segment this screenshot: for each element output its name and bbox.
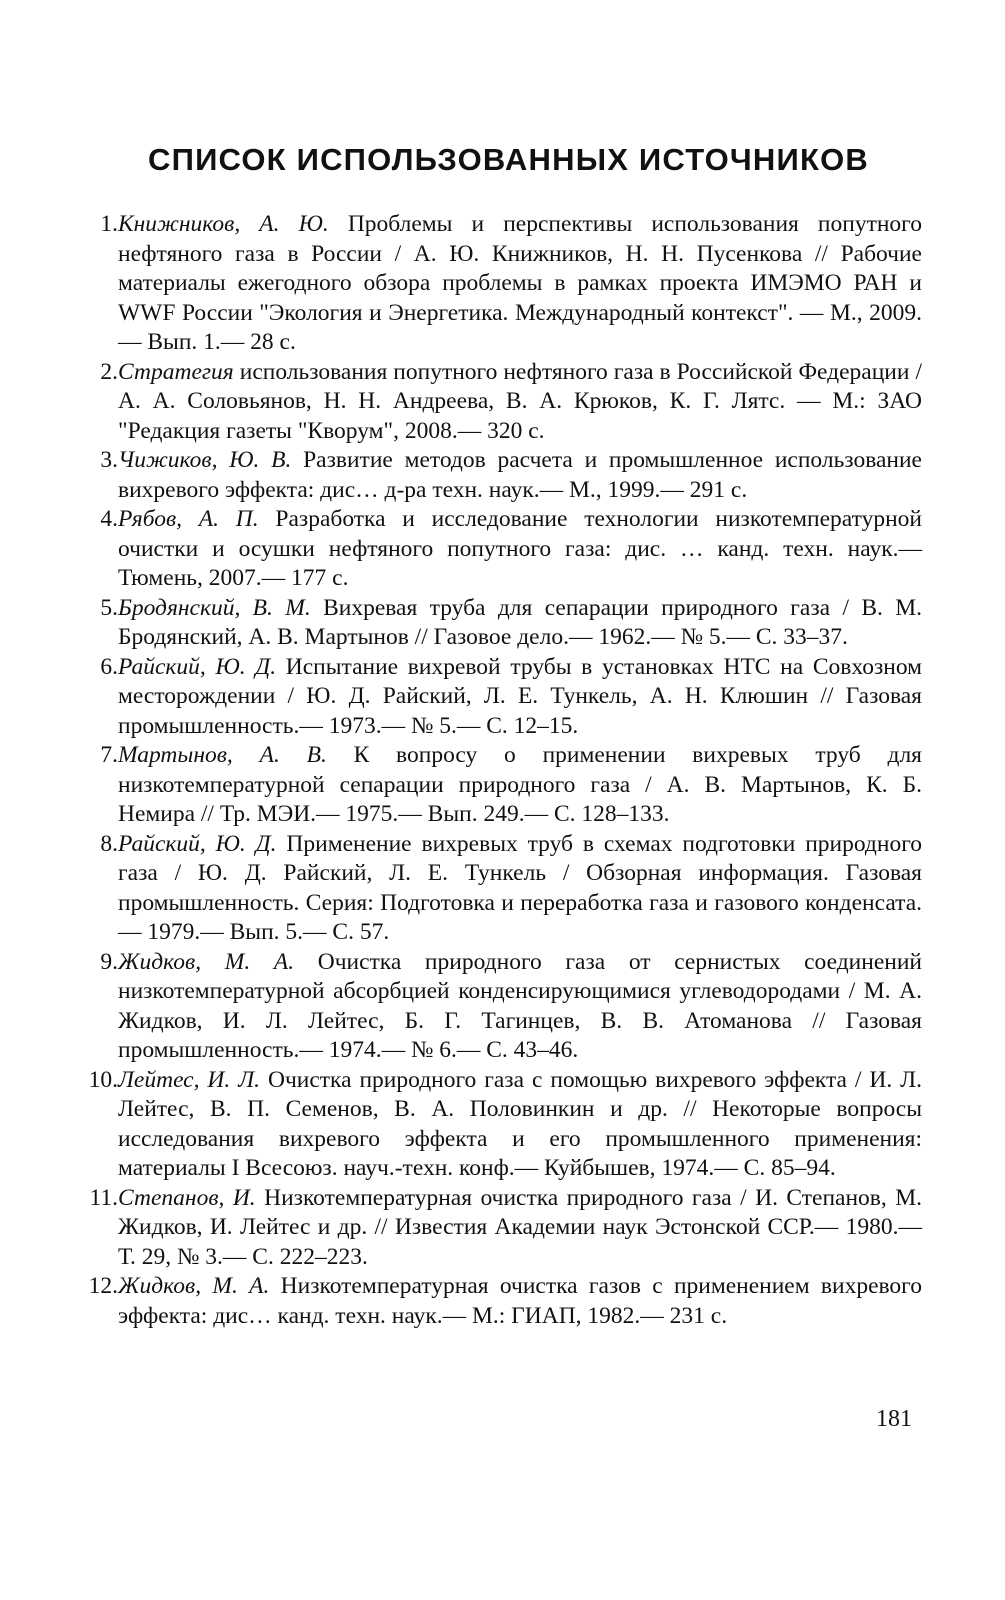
reference-item — [62, 358, 922, 447]
reference-author: Книжников, А. Ю. — [118, 211, 329, 237]
reference-item — [62, 653, 922, 742]
reference-text — [118, 1272, 922, 1331]
reference-number: 7. — [100, 742, 118, 768]
reference-description: Вихревая труба для сепарации природного газа / В. М. Бродянский, А. В. Мартынов // Газовое дело.— 1962.— № 5.— С. 33–37. — [118, 594, 923, 650]
reference-text — [118, 1184, 922, 1273]
reference-number: 5. — [100, 594, 118, 621]
reference-item — [62, 830, 922, 948]
reference-item — [62, 1272, 922, 1331]
page-number: 181 — [876, 1406, 912, 1432]
reference-number: 8. — [100, 830, 118, 857]
reference-description: Испытание вихревой трубы в установках НТС на Совхозном месторождении / Ю. Д. Райский, Л. Е. Тункель, А. Н. Клюшин // Газовая промышленность.— 1973.— № 5.— С. 12–15. — [118, 653, 922, 739]
reference-description: Низкотемпературная очистка природного газа / И. Степанов, М. Жидков, И. Лейтес и др. // Известия Академии наук Эстонской ССР.— 1980.— Т. 29, № 3.— С. 222–223. — [118, 1184, 922, 1270]
reference-item — [62, 1066, 922, 1184]
reference-text — [118, 210, 922, 358]
reference-author: Степанов, И. — [118, 1184, 256, 1211]
reference-item — [62, 505, 922, 594]
reference-text — [118, 830, 922, 948]
reference-description: Проблемы и перспективы использования попутного нефтяного газа в России / А. Ю. Книжников, Н. Н. Пусенкова // Рабочие материалы ежегодного обзора проблемы в рамках проекта ИМЭМО РАН и WWF России "Экология и Энергетика. Международный контекст". — М., 2009.— Вып. 1.— 28 с. — [118, 211, 922, 355]
reference-item — [62, 594, 922, 653]
reference-author: Райский, Ю. Д. — [118, 653, 277, 680]
reference-number: 9. — [100, 948, 118, 975]
reference-number: 10. — [88, 1066, 118, 1093]
reference-list — [62, 210, 922, 1331]
reference-item — [62, 948, 922, 1066]
reference-text — [118, 505, 922, 594]
reference-text — [118, 1066, 922, 1184]
reference-author: Рябов, А. П. — [118, 506, 259, 532]
reference-number: 3. — [100, 447, 118, 473]
reference-description: использования попутного нефтяного газа в Российской Федерации / А. А. Соловьянов, Н. Н. Андреева, В. А. Крюков, К. Г. Лятс. — М.: ЗАО "Редакция газеты "Кворум", 2008.— 320 с. — [118, 358, 922, 444]
reference-item — [62, 446, 922, 505]
reference-description: Разработка и исследование технологии низкотемпературной очистки и осушки нефтяного попутного газа: дис. … канд. техн. наук.— Тюмень, 2007.— 177 с. — [118, 506, 922, 591]
reference-description: Очистка природного газа от сернистых соединений низкотемпературной абсорбцией конденсирующимися углеводородами / М. А. Жидков, И. Л. Лейтес, Б. Г. Тагинцев, В. В. Атоманова // Газовая промышленность.— 1974.— № 6.— С. 43–46. — [118, 948, 922, 1063]
reference-text — [118, 653, 922, 742]
reference-number: 2. — [100, 358, 118, 385]
reference-author: Чижиков, Ю. В. — [118, 447, 292, 473]
reference-text — [118, 446, 922, 505]
reference-author: Мартынов, А. В. — [118, 742, 327, 768]
reference-author: Лейтес, И. Л. — [118, 1066, 261, 1093]
reference-author: Стратегия — [118, 358, 234, 385]
reference-description: Развитие методов расчета и промышленное использование вихревого эффекта: дис… д-ра техн. наук.— М., 1999.— 291 с. — [118, 447, 922, 503]
reference-description: Применение вихревых труб в схемах подготовки природного газа / Ю. Д. Райский, Л. Е. Тункель / Обзорная информация. Газовая промышленность. Серия: Подготовка и переработка газа и газового конденсата.— 1979.— Вып. 5.— С. 57. — [118, 830, 923, 945]
reference-description: Очистка природного газа с помощью вихревого эффекта / И. Л. Лейтес, В. П. Семенов, В. А. Половинкин и др. // Некоторые вопросы исследования вихревого эффекта и его промышленного применения: материалы I Всесоюз. науч.-техн. конф.— Куйбышев, 1974.— С. 85–94. — [118, 1066, 922, 1181]
reference-item — [62, 1184, 922, 1273]
reference-text — [118, 948, 922, 1066]
reference-number: 1. — [100, 211, 118, 237]
reference-author: Жидков, М. А. — [118, 948, 295, 975]
reference-description: Низкотемпературная очистка газов с применением вихревого эффекта: дис… канд. техн. наук.— М.: ГИАП, 1982.— 231 с. — [118, 1273, 922, 1329]
page-title: СПИСОК ИСПОЛЬЗОВАННЫХ ИСТОЧНИКОВ — [148, 142, 869, 177]
reference-author: Жидков, М. А. — [118, 1273, 270, 1299]
reference-text — [118, 741, 922, 830]
reference-text — [118, 594, 922, 653]
reference-author: Райский, Ю. Д. — [118, 830, 277, 857]
reference-number: 4. — [100, 506, 118, 532]
reference-number: 6. — [100, 653, 118, 680]
reference-number: 12. — [88, 1273, 118, 1299]
reference-item — [62, 741, 922, 830]
reference-description: К вопросу о применении вихревых труб для низкотемпературной сепарации природного газа / А. В. Мартынов, К. Б. Немира // Тр. МЭИ.— 1975.— Вып. 249.— С. 128–133. — [118, 742, 922, 827]
reference-item — [62, 210, 922, 358]
reference-text — [118, 358, 922, 447]
reference-author: Бродянский, В. М. — [118, 594, 311, 621]
reference-number: 11. — [89, 1184, 118, 1211]
